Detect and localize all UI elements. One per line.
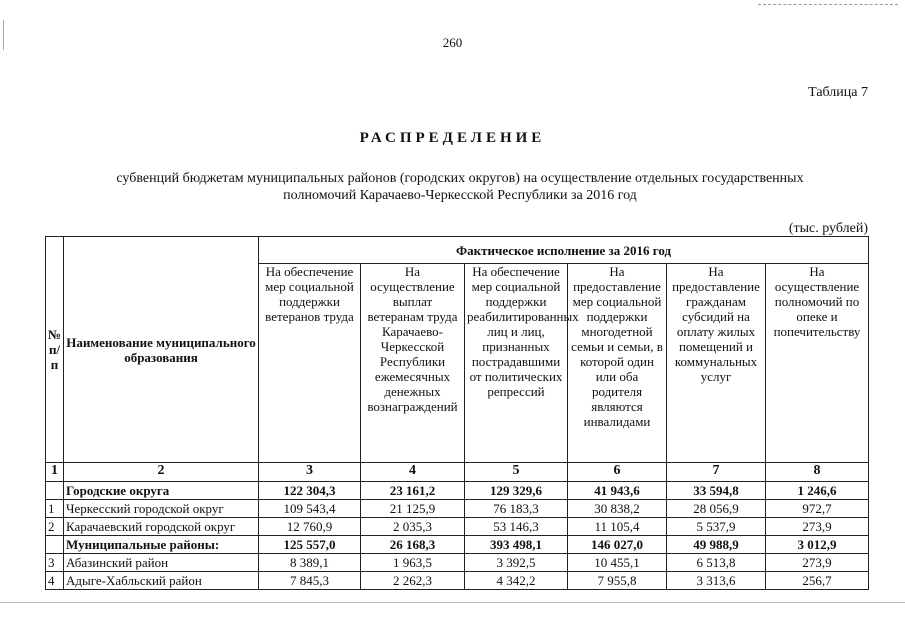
table-row bbox=[46, 482, 869, 500]
row-value: 972,7 bbox=[766, 500, 869, 518]
row-value: 7 955,8 bbox=[568, 572, 667, 590]
table-row bbox=[46, 536, 869, 554]
row-value: 53 146,3 bbox=[465, 518, 568, 536]
column-index: 2 bbox=[64, 463, 259, 482]
row-value: 2 035,3 bbox=[361, 518, 465, 536]
row-value: 28 056,9 bbox=[667, 500, 766, 518]
row-name: Муниципальные районы: bbox=[64, 536, 259, 554]
subtitle-line-2: полномочий Карачаево-Черкесской Республики за 2016 год bbox=[283, 188, 637, 203]
row-value: 23 161,2 bbox=[361, 482, 465, 500]
column-header-rehabilitated: На обеспечение мер социальной поддержки реабилитированных лиц и лиц, признанных пострадавшими от политических репрессий bbox=[465, 264, 568, 463]
row-value: 33 594,8 bbox=[667, 482, 766, 500]
row-value: 3 012,9 bbox=[766, 536, 869, 554]
row-value: 3 313,6 bbox=[667, 572, 766, 590]
table-row bbox=[46, 500, 869, 518]
row-value: 129 329,6 bbox=[465, 482, 568, 500]
column-index: 6 bbox=[568, 463, 667, 482]
row-value: 49 988,9 bbox=[667, 536, 766, 554]
column-index: 3 bbox=[259, 463, 361, 482]
row-value: 26 168,3 bbox=[361, 536, 465, 554]
distribution-table bbox=[45, 236, 869, 590]
row-value: 3 392,5 bbox=[465, 554, 568, 572]
row-name: Карачаевский городской округ bbox=[64, 518, 259, 536]
row-value: 11 105,4 bbox=[568, 518, 667, 536]
row-name: Абазинский район bbox=[64, 554, 259, 572]
row-number bbox=[46, 536, 64, 554]
column-index: 4 bbox=[361, 463, 465, 482]
table-row bbox=[46, 554, 869, 572]
subtitle-line-1: субвенций бюджетам муниципальных районов (городских округов) на осуществление отдельных государственных bbox=[116, 171, 804, 186]
row-number bbox=[46, 482, 64, 500]
table-header-row bbox=[46, 237, 869, 264]
row-number: 1 bbox=[46, 500, 64, 518]
row-value: 76 183,3 bbox=[465, 500, 568, 518]
row-value: 1 963,5 bbox=[361, 554, 465, 572]
document-subtitle bbox=[60, 170, 860, 204]
row-number: 3 bbox=[46, 554, 64, 572]
row-value: 5 537,9 bbox=[667, 518, 766, 536]
column-header-veterans: На обеспечение мер социальной поддержки ветеранов труда bbox=[259, 264, 361, 463]
table-label: Таблица 7 bbox=[808, 85, 868, 100]
row-value: 273,9 bbox=[766, 518, 869, 536]
row-value: 10 455,1 bbox=[568, 554, 667, 572]
units-label: (тыс. рублей) bbox=[788, 221, 868, 236]
row-value: 41 943,6 bbox=[568, 482, 667, 500]
row-value: 7 845,3 bbox=[259, 572, 361, 590]
row-value: 273,9 bbox=[766, 554, 869, 572]
row-name: Адыге-Хабльский район bbox=[64, 572, 259, 590]
row-value: 2 262,3 bbox=[361, 572, 465, 590]
page-number: 260 bbox=[442, 35, 463, 50]
page-bottom-edge bbox=[0, 602, 905, 603]
column-index-row bbox=[46, 463, 869, 482]
column-header-monthly-payments: На осуществление выплат ветеранам труда Карачаево-Черкесской Республики ежемесячных денежных вознаграждений bbox=[361, 264, 465, 463]
column-index: 5 bbox=[465, 463, 568, 482]
column-header-large-families: На предоставление мер социальной поддержки многодетной семьи и семьи, в которой один или оба родителя являются инвалидами bbox=[568, 264, 667, 463]
row-value: 393 498,1 bbox=[465, 536, 568, 554]
row-value: 122 304,3 bbox=[259, 482, 361, 500]
num-column-header: № п/ п bbox=[46, 237, 64, 463]
row-value: 146 027,0 bbox=[568, 536, 667, 554]
document-title: РАСПРЕДЕЛЕНИЕ bbox=[359, 130, 546, 146]
row-value: 6 513,8 bbox=[667, 554, 766, 572]
column-header-housing-subsidies: На предоставление гражданам субсидий на оплату жилых помещений и коммунальных услуг bbox=[667, 264, 766, 463]
name-column-header: Наименование муниципального образования bbox=[64, 237, 259, 463]
column-index: 7 bbox=[667, 463, 766, 482]
column-index: 1 bbox=[46, 463, 64, 482]
row-value: 30 838,2 bbox=[568, 500, 667, 518]
table-row bbox=[46, 518, 869, 536]
column-index: 8 bbox=[766, 463, 869, 482]
row-value: 109 543,4 bbox=[259, 500, 361, 518]
row-value: 12 760,9 bbox=[259, 518, 361, 536]
table-row bbox=[46, 572, 869, 590]
row-value: 21 125,9 bbox=[361, 500, 465, 518]
row-value: 256,7 bbox=[766, 572, 869, 590]
actual-execution-header: Фактическое исполнение за 2016 год bbox=[259, 237, 869, 264]
column-header-guardianship: На осуществление полномочий по опеке и попечительству bbox=[766, 264, 869, 463]
row-value: 4 342,2 bbox=[465, 572, 568, 590]
row-number: 4 bbox=[46, 572, 64, 590]
row-value: 1 246,6 bbox=[766, 482, 869, 500]
row-value: 125 557,0 bbox=[259, 536, 361, 554]
row-number: 2 bbox=[46, 518, 64, 536]
row-name: Черкесский городской округ bbox=[64, 500, 259, 518]
row-name: Городские округа bbox=[64, 482, 259, 500]
row-value: 8 389,1 bbox=[259, 554, 361, 572]
top-edge-line bbox=[758, 4, 898, 5]
